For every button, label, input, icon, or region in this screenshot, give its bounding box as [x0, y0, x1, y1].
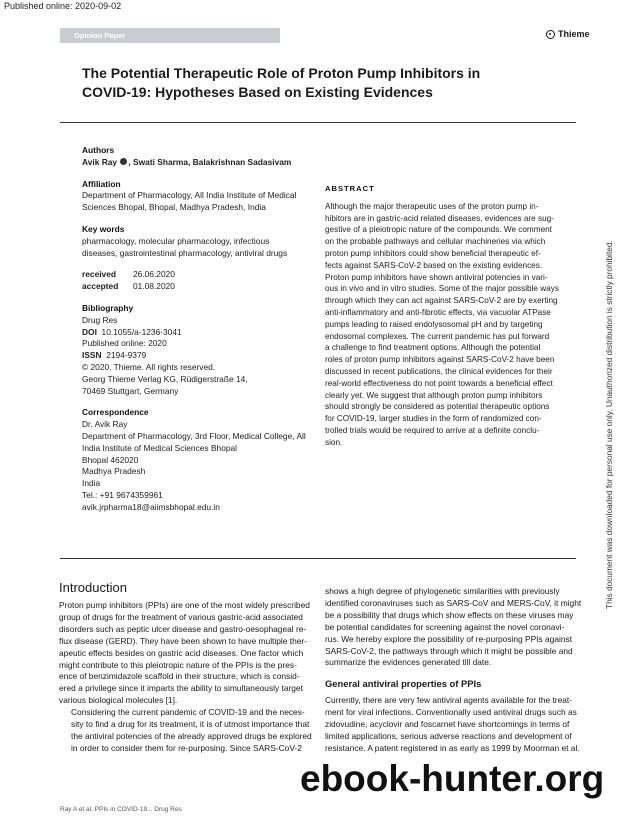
publisher-name: Thieme — [558, 29, 590, 39]
text-line: Currently, there are very few antiviral agents available for the treat- — [325, 695, 573, 706]
text-line: trolled trials would be required to arrive at a definite conclu- — [325, 425, 540, 435]
publisher-logo — [546, 29, 590, 39]
text-line: roles of proton pump inhibitors against SARS-CoV-2 have been — [325, 355, 555, 365]
text-line: various biological molecules [1]. — [59, 695, 178, 706]
correspondence-heading: Correspondence — [82, 407, 149, 418]
introduction-heading: Introduction — [59, 580, 127, 595]
abstract-body — [325, 201, 557, 449]
keywords-line: diseases, gastrointestinal pharmacology, antiviral drugs — [82, 247, 288, 258]
doi-link[interactable]: 10.1055/a-1236-3041 — [101, 326, 182, 337]
text-line: shows a high degree of phylogenetic similarities with previously — [325, 586, 560, 596]
text-line: real-world effectiveness do not point towards a beneficial effect — [325, 378, 553, 388]
text-line: proton pump inhibitors could show beneficial therapeutic ef- — [325, 248, 541, 258]
article-dates — [82, 269, 322, 293]
correspondence-line: Dr. Avik Ray — [82, 419, 128, 430]
title-line: COVID-19: Hypotheses Based on Existing Evidences — [82, 84, 433, 100]
keywords-heading: Key words — [82, 223, 125, 234]
published-online-stamp: Published online: 2020-09-02 — [4, 1, 122, 11]
affiliation-line: Sciences Bhopal, Bhopal, Madhya Pradesh, India — [82, 202, 266, 213]
issn-label: ISSN — [82, 350, 102, 361]
page-footer: Ray A et al. PPIs in COVID-19... Drug Res — [60, 806, 182, 813]
text-line: flux disease (GERD). They have been shown to have multiple ther- — [59, 635, 307, 646]
authors-list — [82, 157, 322, 169]
download-notice: This document was downloaded for personal use only. Unauthorized distribution is strictly prohibited. — [604, 240, 614, 610]
text-line: zidovudine, acyclovir and foscarnet have shortcomings in terms of — [325, 719, 570, 730]
correspondence-line: India — [82, 478, 101, 489]
text-line: might contribute to this pleiotropic nature of the PPIs is the pres- — [59, 659, 297, 670]
keywords-line: pharmacology, molecular pharmacology, infectious — [82, 235, 270, 246]
bibliography-heading: Bibliography — [82, 302, 134, 313]
text-line: fects against SARS-CoV-2 based on the existing evidences. — [325, 260, 543, 270]
text-line: summarize the evidences generated till date. — [325, 657, 492, 668]
issn-value: 2194-9379 — [106, 350, 147, 361]
text-line: rus. We hereby explore the possibility of re-purposing PPIs against — [325, 633, 573, 644]
intro-paragraph-3 — [325, 586, 582, 669]
thieme-logo-icon — [546, 30, 555, 39]
antiviral-paragraph — [325, 695, 580, 755]
site-watermark: ebook-hunter.org — [300, 758, 605, 799]
text-line: be a possibility that drugs which show effects on these viruses may — [325, 609, 574, 620]
copyright-line: Georg Thieme Verlag KG, Rüdigerstraße 14, — [82, 373, 248, 384]
text-line: group of drugs for the treatment of various gastric-acid associated — [59, 611, 303, 622]
article-metadata — [82, 145, 322, 524]
correspondence-line: Department of Pharmacology, 3rd Floor, Medical College, All — [82, 430, 306, 441]
correspondence-phone: Tel.: +91 9674359961 — [82, 489, 163, 500]
correspondence-line: Bhopal 462020 — [82, 454, 139, 465]
text-line: through which they can act against SARS-CoV-2 are by exerting — [325, 296, 558, 306]
text-line: ous in vivo and in vitro studies. Some of the major possible ways — [325, 284, 559, 294]
accepted-date: 01.08.2020 — [133, 281, 175, 292]
doi-label: DOI — [82, 326, 97, 337]
header-divider — [60, 122, 576, 123]
text-line: on the probable pathways and cellular machineries via which — [325, 237, 546, 247]
text-line: Considering the current pandemic of COVID-19 and the neces- — [71, 707, 305, 718]
text-line: sity to find a drug for its treatment, it is of utmost importance that — [71, 719, 310, 730]
text-line: should strongly be considered as potential therapeutic options — [325, 402, 550, 412]
text-line: identified coronaviruses such as SARS-CoV and MERS-CoV, it might — [325, 597, 582, 608]
copyright-line: 70469 Stuttgart, Germany — [82, 385, 179, 396]
journal-name: Drug Res — [82, 314, 118, 325]
text-line: in order to consider them for re-purposing. Since SARS-CoV-2 — [71, 742, 302, 753]
text-line: Although the major therapeutic uses of the proton pump in- — [325, 201, 539, 211]
correspondence-email[interactable]: avik.jrpharma18@aiimsbhopal.edu.in — [82, 501, 220, 512]
text-line: ment for viral infections. Conventionally used antiviral drugs such as — [325, 707, 577, 718]
text-line: ered a privilege since it imparts the ability to simultaneously target — [59, 683, 303, 694]
affiliation-heading: Affiliation — [82, 178, 121, 189]
article-title — [82, 64, 552, 102]
text-line: sion. — [325, 437, 343, 447]
text-line: pumps leading to raised endolysosomal pH and by targeting — [325, 319, 543, 329]
text-line: apeutic effects besides on gastric acid diseases. One factor which — [59, 647, 304, 658]
text-line: Proton pump inhibitors have shown antiviral potencies in vari- — [325, 272, 548, 282]
received-label: received — [82, 269, 116, 280]
article-type-badge: Opinion Paper — [60, 28, 280, 43]
section-divider — [60, 558, 576, 559]
text-line: clearly yet. We suggest that although proton pump inhibitors — [325, 390, 543, 400]
text-line: SARS-CoV-2, the pathways through which it might be possible and — [325, 645, 573, 656]
text-line: resistance. A patent registered in as early as 1999 by Moorman et al. — [325, 742, 580, 753]
accepted-label: accepted — [82, 281, 119, 292]
text-line: disorders such as peptic ulcer disease and gastro-oesophageal re- — [59, 623, 307, 634]
body-column-left — [59, 600, 311, 755]
text-line: limited applications, serious adverse reactions and development of — [325, 730, 572, 741]
text-line: discussed in recent publications, the clinical evidences for their — [325, 366, 553, 376]
text-line: be potential candidates for screening against the novel coronavi- — [325, 621, 565, 632]
published-line: Published online: 2020 — [82, 338, 167, 349]
correspondence-line: Madhya Pradesh — [82, 466, 146, 477]
text-line: endosomal complexes. The current pandemic has put forward — [325, 331, 550, 341]
text-line: a challenge to find treatment options. Although the potential — [325, 343, 541, 353]
text-line: gestive of a pleiotropic nature of the compounds. We comment — [325, 225, 552, 235]
intro-paragraph-1 — [59, 600, 311, 707]
authors-rest: , Swati Sharma, Balakrishnan Sadasivam — [128, 156, 292, 167]
text-line: for COVID-19, larger studies in the form of randomized con- — [325, 414, 542, 424]
author-corresponding[interactable]: Avik Ray — [82, 156, 118, 167]
text-line: hibitors are in gastric-acid related diseases, evidences are sug- — [325, 213, 554, 223]
orcid-icon[interactable] — [120, 158, 127, 165]
copyright-line: © 2020. Thieme. All rights reserved. — [82, 361, 216, 372]
text-line: anti-inflammatory and anti-fibrotic effects, via vacuolar ATPase — [325, 307, 551, 317]
text-line: ence of benzimidazole scaffold in their structure, which is consid- — [59, 671, 300, 682]
text-line: the antiviral potencies of the already approved drugs be explored — [71, 730, 312, 741]
text-line: Proton pump inhibitors (PPIs) are one of the most widely prescribed — [59, 600, 310, 610]
received-date: 26.06.2020 — [133, 269, 175, 280]
abstract-section — [325, 183, 557, 449]
antiviral-subheading: General antiviral properties of PPIs — [325, 678, 482, 690]
correspondence-line: India Institute of Medical Sciences Bhopal — [82, 442, 238, 453]
affiliation-line: Department of Pharmacology, All India Institute of Medical — [82, 190, 297, 201]
abstract-heading: ABSTRACT — [325, 184, 375, 193]
body-column-right — [325, 586, 582, 755]
title-line: The Potential Therapeutic Role of Proton Pump Inhibitors in — [82, 65, 481, 81]
authors-heading: Authors — [82, 145, 115, 155]
intro-paragraph-2 — [59, 707, 311, 755]
